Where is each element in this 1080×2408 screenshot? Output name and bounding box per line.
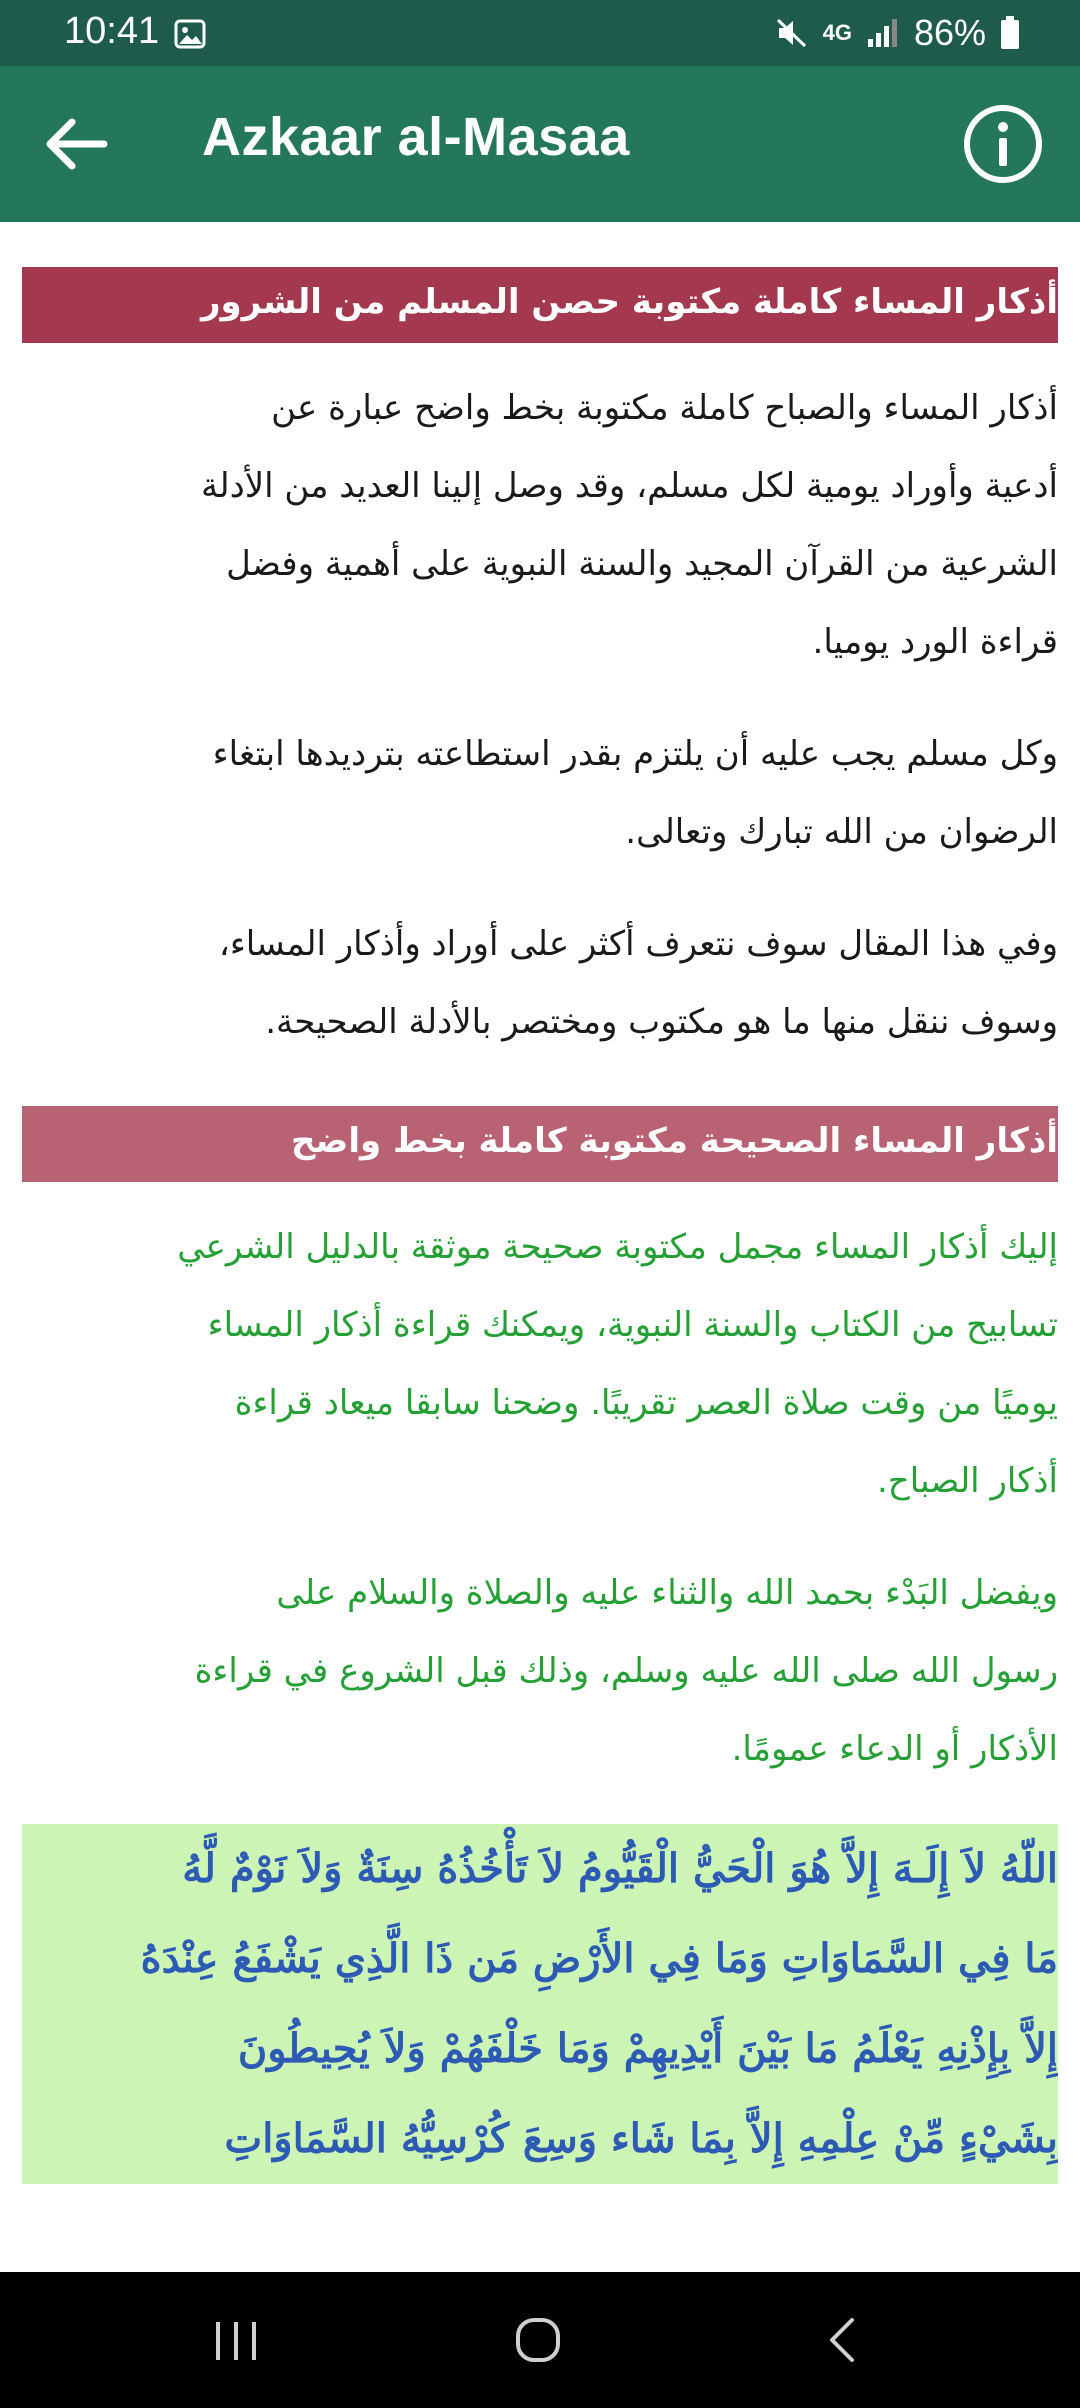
intro-paragraph: أذكار المساء والصباح كاملة مكتوبة بخط واضح عبارة عن أدعية وأوراد يومية لكل مسلم، وقد وصل إلينا العديد من الأدلة الشرعية من القرآن المجيد والسنة النبوية على أهمية وفضل قراءة الورد يوميا. xyxy=(200,388,1058,662)
section-heading-2: أذكار المساء الصحيحة مكتوبة كاملة بخط واضح xyxy=(22,1106,1058,1182)
arrow-left-icon[interactable] xyxy=(36,103,118,185)
verse-box: اللّهُ لاَ إِلَـهَ إِلاَّ هُوَ الْحَيُّ الْقَيُّومُ لاَ تَأْخُذُهُ سِنَةٌ وَلاَ نَوْمٌ لَّهُ مَا فِي السَّمَاوَاتِ وَمَا فِي الأَرْضِ مَن ذَا الَّذِي يَشْفَعُ عِنْدَهُ إِلاَّ بِإِذْنِهِ يَعْلَمُ مَا بَيْنَ أَيْدِيهِمْ وَمَا خَلْفَهُمْ وَلاَ يُحِيطُونَ بِشَيْءٍ مِّنْ عِلْمِهِ إِلاَّ بِمَا شَاء وَسِعَ كُرْسِيُّهُ السَّمَاوَاتِ xyxy=(22,1824,1058,2184)
article-paragraph: وفي هذا المقال سوف نتعرف أكثر على أوراد وأذكار المساء، وسوف ننقل منها ما هو مكتوب ومختصر بالأدلة الصحيحة. xyxy=(218,924,1058,1042)
page-title: Azkaar al-Masaa xyxy=(202,107,630,167)
info-icon[interactable] xyxy=(962,103,1044,185)
network-type: 4G xyxy=(822,20,852,45)
green-paragraph-1: إليك أذكار المساء مجمل مكتوبة صحيحة موثقة بالدليل الشرعي تسابيح من الكتاب والسنة النبوية، ويمكنك قراءة أذكار المساء يوميًا من وقت صلاة العصر تقريبًا. وضحنا سابقا ميعاد قراءة أذكار الصباح. xyxy=(177,1227,1058,1501)
article-content[interactable] xyxy=(22,222,1058,2272)
status-bar xyxy=(0,0,1080,66)
section-heading-1: أذكار المساء كاملة مكتوبة حصن المسلم من الشرور xyxy=(22,267,1058,343)
signal-icon xyxy=(866,17,900,49)
status-icons xyxy=(775,10,1020,56)
back-nav-icon[interactable] xyxy=(808,2310,878,2370)
green-paragraph-2: ويفضل البَدْء بحمد الله والثناء عليه والصلاة والسلام على رسول الله صلى الله عليه وسلم، وذلك قبل الشروع في قراءة الأذكار أو الدعاء عمومًا. xyxy=(194,1573,1058,1769)
home-icon[interactable] xyxy=(503,2310,573,2370)
navigation-bar xyxy=(0,2272,1080,2408)
battery-percent: 86% xyxy=(913,12,986,53)
status-time: 10:41 xyxy=(64,10,160,52)
battery-icon xyxy=(1000,16,1020,50)
recents-icon[interactable] xyxy=(202,2310,272,2370)
duty-paragraph: وكل مسلم يجب عليه أن يلتزم بقدر استطاعته بترديدها ابتغاء الرضوان من الله تبارك وتعالى. xyxy=(212,734,1058,852)
app-bar xyxy=(0,66,1080,222)
gallery-icon xyxy=(174,19,206,49)
mute-icon xyxy=(775,17,809,49)
